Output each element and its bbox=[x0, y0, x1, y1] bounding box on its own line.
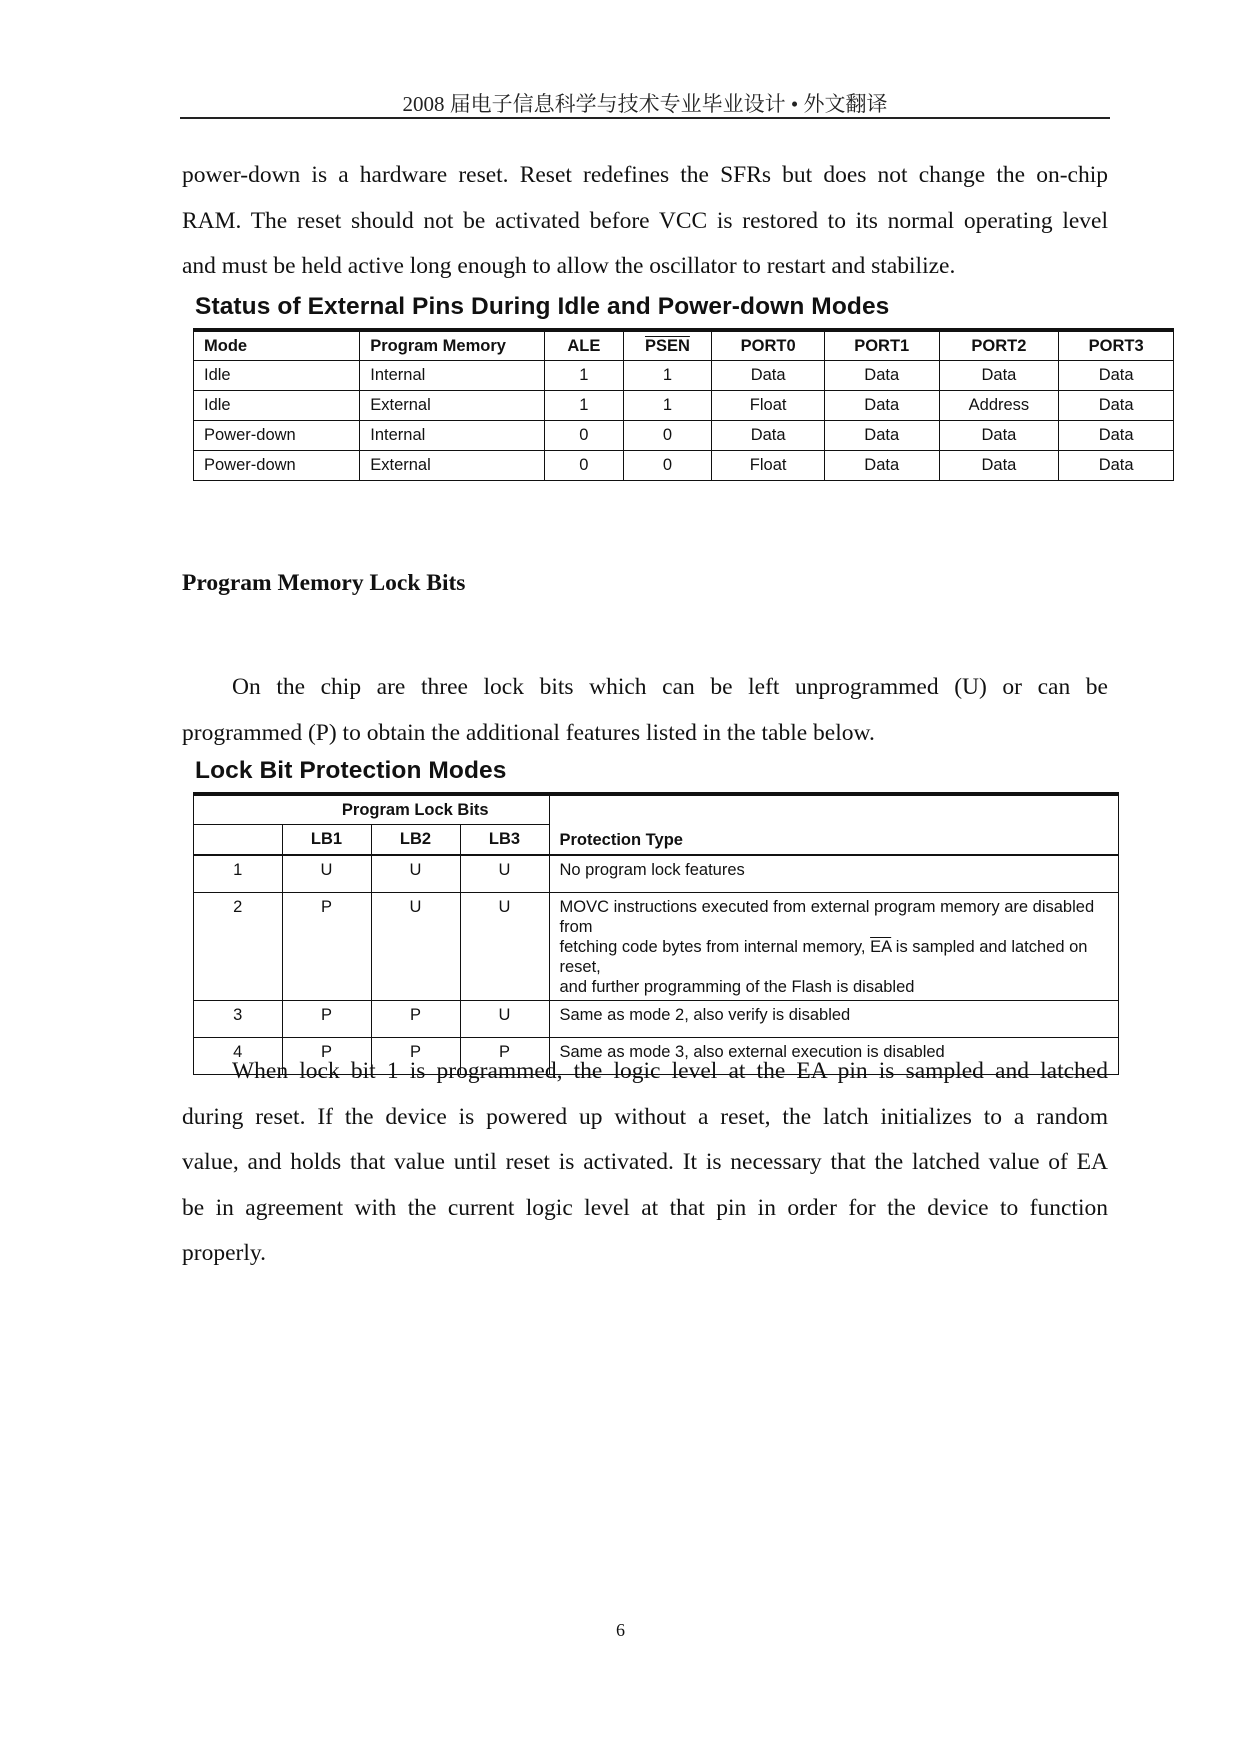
table-row bbox=[194, 1001, 1119, 1038]
table-cell: Data bbox=[1059, 451, 1174, 481]
lb1-cell: P bbox=[282, 893, 371, 1001]
desc-line: and further programming of the Flash is disabled bbox=[559, 978, 915, 996]
table-cell: Data bbox=[939, 451, 1059, 481]
table-cell: 0 bbox=[623, 451, 712, 481]
protection-cell: Same as mode 3, also external execution is disabled bbox=[549, 1038, 1119, 1075]
lb3-cell: P bbox=[460, 1038, 549, 1075]
paragraph-line: during reset. If the device is powered up without a reset, the latch initializes to a random bbox=[182, 1103, 1108, 1130]
paragraph-line: and must be held active long enough to allow the oscillator to restart and stabilize. bbox=[182, 253, 956, 279]
table-cell: Data bbox=[1059, 391, 1174, 421]
mode-header-cell bbox=[194, 825, 283, 856]
table-cell: Data bbox=[1059, 361, 1174, 391]
paragraph-line: When lock bit 1 is programmed, the logic level at the EA pin is sampled and latched bbox=[232, 1058, 1108, 1084]
paragraph-line: be in agreement with the current logic level at that pin in order for the device to function bbox=[182, 1194, 1108, 1221]
table-cell: Idle bbox=[194, 361, 360, 391]
mode-cell: 3 bbox=[194, 1001, 283, 1038]
mode-cell: 2 bbox=[194, 893, 283, 1001]
paragraph-line: On the chip are three lock bits which can be left unprogrammed (U) or can be bbox=[232, 674, 1108, 700]
page-number: 6 bbox=[616, 1620, 625, 1640]
table-cell: Internal bbox=[360, 421, 545, 451]
lb2-cell: P bbox=[371, 1038, 460, 1075]
table-row bbox=[194, 451, 1174, 481]
group-header-program-lock-bits: Program Lock Bits bbox=[282, 794, 549, 825]
table-cell: Float bbox=[712, 451, 825, 481]
table-row bbox=[194, 361, 1174, 391]
paragraph-ea-latch bbox=[182, 1049, 1108, 1277]
paragraph-line: value, and holds that value until reset is activated. It is necessary that the latched value of EA bbox=[182, 1149, 1108, 1175]
table-cell: 1 bbox=[623, 361, 712, 391]
table-cell: Data bbox=[824, 421, 939, 451]
lb1-cell: U bbox=[282, 855, 371, 893]
paragraph-lock-bits bbox=[182, 665, 1108, 756]
mode-cell: 4 bbox=[194, 1038, 283, 1075]
col-header-port0: PORT0 bbox=[712, 330, 825, 361]
pins-table-title: Status of External Pins During Idle and Power-down Modes bbox=[195, 293, 890, 320]
table-cell: Idle bbox=[194, 391, 360, 421]
table-cell: Data bbox=[712, 421, 825, 451]
table-cell: Power-down bbox=[194, 451, 360, 481]
lb1-cell: P bbox=[282, 1038, 371, 1075]
table-row bbox=[194, 893, 1119, 1001]
lock-bit-table bbox=[193, 792, 1119, 1075]
header-rule bbox=[180, 117, 1110, 119]
table-cell: Data bbox=[939, 421, 1059, 451]
table-cell: 1 bbox=[623, 391, 712, 421]
paragraph-line: properly. bbox=[182, 1240, 266, 1266]
protection-cell: No program lock features bbox=[549, 855, 1119, 893]
table-cell: 1 bbox=[545, 361, 623, 391]
table-cell: Data bbox=[939, 361, 1059, 391]
table-cell: 0 bbox=[545, 451, 623, 481]
table-cell: Data bbox=[824, 391, 939, 421]
desc-line: MOVC instructions executed from external program memory are disabled from bbox=[559, 898, 1095, 936]
table-cell: External bbox=[360, 451, 545, 481]
col-header-mode: Mode bbox=[194, 330, 360, 361]
col-header-protection-type: Protection Type bbox=[549, 794, 1119, 855]
col-header-psen bbox=[623, 330, 712, 361]
col-header-port3: PORT3 bbox=[1059, 330, 1174, 361]
col-header-lb2: LB2 bbox=[371, 825, 460, 856]
table-cell: Address bbox=[939, 391, 1059, 421]
table-cell: Data bbox=[824, 361, 939, 391]
table-cell: 0 bbox=[545, 421, 623, 451]
col-header-lb3: LB3 bbox=[460, 825, 549, 856]
group-header-spacer bbox=[194, 794, 283, 825]
page-header: 2008 届电子信息科学与技术专业毕业设计 • 外文翻译 bbox=[402, 92, 888, 116]
desc-line: is sampled and latched on reset, bbox=[559, 938, 1088, 976]
lb2-cell: U bbox=[371, 855, 460, 893]
paragraph-line: programmed (P) to obtain the additional features listed in the table below. bbox=[182, 719, 875, 746]
lb1-cell: P bbox=[282, 1001, 371, 1038]
pins-status-table bbox=[193, 328, 1174, 481]
table-cell: 1 bbox=[545, 391, 623, 421]
lb3-cell: U bbox=[460, 855, 549, 893]
table-cell: Internal bbox=[360, 361, 545, 391]
table-cell: Power-down bbox=[194, 421, 360, 451]
table-cell: Data bbox=[712, 361, 825, 391]
col-header-lb1: LB1 bbox=[282, 825, 371, 856]
table-cell: Data bbox=[1059, 421, 1174, 451]
col-header-port1: PORT1 bbox=[824, 330, 939, 361]
protection-cell: Same as mode 2, also verify is disabled bbox=[549, 1001, 1119, 1038]
desc-line: fetching code bytes from internal memory, bbox=[559, 938, 871, 956]
table-row bbox=[194, 855, 1119, 893]
ea-label: $\overline{EA}$ bbox=[870, 938, 892, 956]
col-header-ale: ALE bbox=[545, 330, 623, 361]
lb2-cell: P bbox=[371, 1001, 460, 1038]
protection-cell bbox=[549, 893, 1119, 1001]
lb3-cell: U bbox=[460, 1001, 549, 1038]
mode-cell: 1 bbox=[194, 855, 283, 893]
psen-label: PSEN bbox=[644, 336, 690, 355]
lb2-cell: U bbox=[371, 893, 460, 1001]
table-cell: Data bbox=[824, 451, 939, 481]
col-header-program-memory: Program Memory bbox=[360, 330, 545, 361]
paragraph-line: RAM. The reset should not be activated before VCC is restored to its normal operating level bbox=[182, 207, 1108, 234]
table-row bbox=[194, 421, 1174, 451]
col-header-port2: PORT2 bbox=[939, 330, 1059, 361]
table-row bbox=[194, 391, 1174, 421]
section-title: Program Memory Lock Bits bbox=[182, 570, 466, 596]
paragraph-line: power-down is a hardware reset. Reset redefines the SFRs but does not change the on-chip bbox=[182, 162, 1108, 188]
table-cell: 0 bbox=[623, 421, 712, 451]
paragraph-reset bbox=[182, 153, 1108, 290]
table-cell: External bbox=[360, 391, 545, 421]
lb3-cell: U bbox=[460, 893, 549, 1001]
lock-table-title: Lock Bit Protection Modes bbox=[195, 757, 507, 784]
table-cell: Float bbox=[712, 391, 825, 421]
